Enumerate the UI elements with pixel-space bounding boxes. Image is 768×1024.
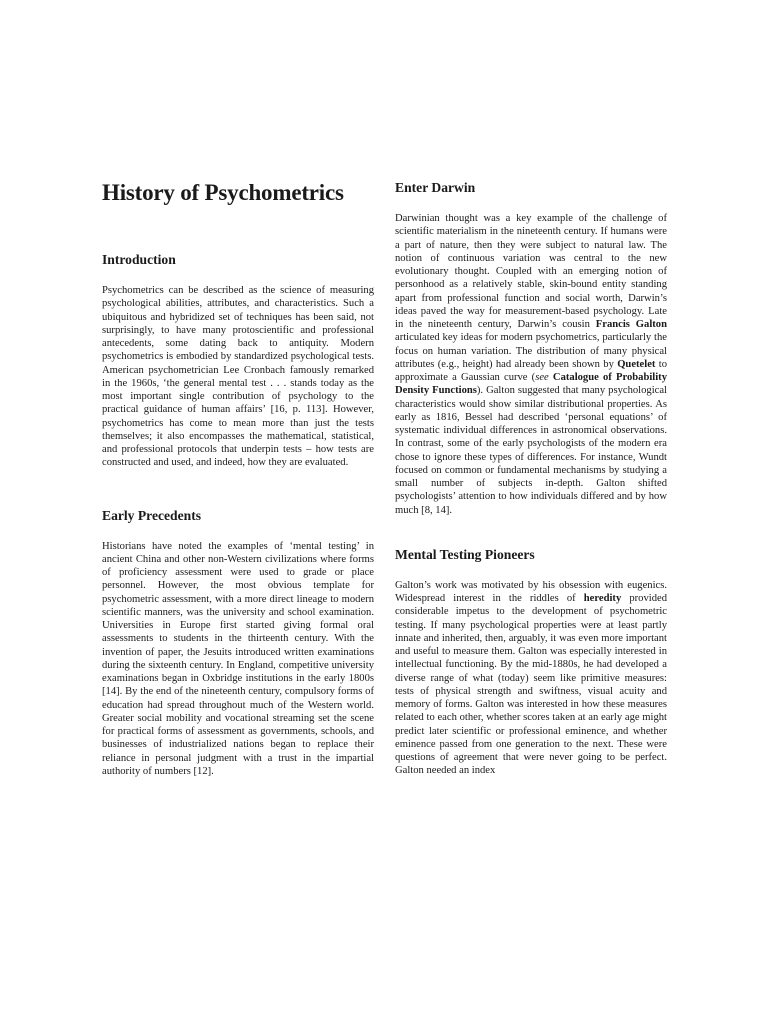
right-column <box>395 178 667 778</box>
cross-reference-galton: Francis Galton <box>595 319 667 330</box>
section-heading: Mental Testing Pioneers <box>395 546 535 562</box>
section-heading: Enter Darwin <box>395 180 476 195</box>
text-run: to approximate a Gaussian curve ( <box>395 358 667 383</box>
article-title: History of Psychometrics <box>102 180 344 205</box>
section-paragraph: Historians have noted the examples of ‘mental testing’ in ancient China and other non-Western civilizations where forms of proficiency assessment were used to grade or place personnel. However, the most obvious template for psychometric assessment, with a more direct lineage to modern scientific manners, was the university and school examination. Universities in Europe first started giving formal oral assessments to students in the thirteenth century. With the invention of paper, the Jesuits introduced written examinations during the sixteenth century. In England, competitive university examinations began in Oxbridge institutions in the early 1800s [14]. By the end of the nineteenth century, compulsory forms of education had spread throughout much of the Western world. Greater social mobility and vocational streaming set the scene for practical forms of assessment as governments, schools, and businesses of industrialized nations began to replace their reliance in personal judgment with a trust in the impartial authority of numbers [12]. <box>102 540 374 777</box>
section-paragraph: Psychometrics can be described as the science of measuring psychological abilities, attributes, and characteristics. Such a ubiquitous and hybridized set of techniques has been said, not surprisingly, to have many protoscientific and professional antecedents, some dating back to antiquity. Modern psychometrics is embodied by standardized psychological tests. American psychometrician Lee Cronbach famously remarked in the 1960s, ‘the general mental test . . . stands today as the most important single contribution of psychology to the practical guidance of human affairs’ [16, p. 113]. However, psychometrics has come to mean more than just the tests themselves; it also encompasses the mathematical, statistical, and professional protocols that underpin tests – how tests are constructed and used, and indeed, how they are evaluated. <box>102 285 374 469</box>
text-run: ). Galton suggested that many psychological characteristics would show similar distributional properties. As early as 1816, Bessel had described ‘personal equations’ of systematic individual differences in astronomical observations. In contrast, some of the early psychologists of the modern era chose to ignore these types of differences. For instance, Wundt focused on common or fundamental mechanisms by studying a small number of subjects in-depth. Galton shifted psychologists’ attention to how individuals differed and by how much [8, 14]. <box>395 385 667 516</box>
cross-reference-catalogue: Catalogue of Probability Density Functions <box>395 372 667 397</box>
left-column <box>102 178 374 778</box>
text-run: articulated key ideas for modern psychometrics, particularly the focus on human variation. The distribution of many physical attributes (e.g., height) had already been shown by <box>395 332 667 370</box>
text-run: Galton’s work was motivated by his obsession with eugenics. Widespread interest in the riddles of <box>395 579 667 604</box>
section-mental-testing-pioneers <box>395 547 667 778</box>
see-marker: see <box>535 372 549 383</box>
section-introduction <box>102 252 374 470</box>
section-early-precedents <box>102 508 374 779</box>
section-enter-darwin <box>395 180 667 517</box>
text-run: Darwinian thought was a key example of the challenge of scientific materialism in the nineteenth century. If humans were a part of nature, then they were subject to natural law. The notion of continuous variation was central to the new evolutionary thought. Coupled with an emerging notion of personhood as a relatively stable, skin-bound entity standing apart from professional function and social worth, Darwin’s ideas paved the way for measurement-based psychology. Late in the nineteenth century, Darwin’s cousin <box>395 213 667 330</box>
text-run: provided considerable impetus to the development of psychometric testing. If many psychological properties were at least partly innate and inherited, then, arguably, it was even more important and useful to measure them. Galton was especially interested in intellectual functioning. By the mid-1880s, he had developed a diverse range of what (today) seem like primitive measures: tests of physical strength and swiftness, visual acuity and memory of forms. Galton was interested in how these measures related to each other, whether scores taken at an early age might predict later scientific or professional eminence, and whether eminence passed from one generation to the next. These were questions of agreement that were never going to be perfect. Galton needed an index <box>395 593 668 777</box>
section-heading: Introduction <box>102 252 176 267</box>
section-paragraph <box>395 212 667 517</box>
section-paragraph <box>395 579 667 778</box>
cross-reference-heredity: heredity <box>583 593 622 604</box>
section-heading: Early Precedents <box>102 507 202 523</box>
cross-reference-quetelet: Quetelet <box>617 358 656 370</box>
